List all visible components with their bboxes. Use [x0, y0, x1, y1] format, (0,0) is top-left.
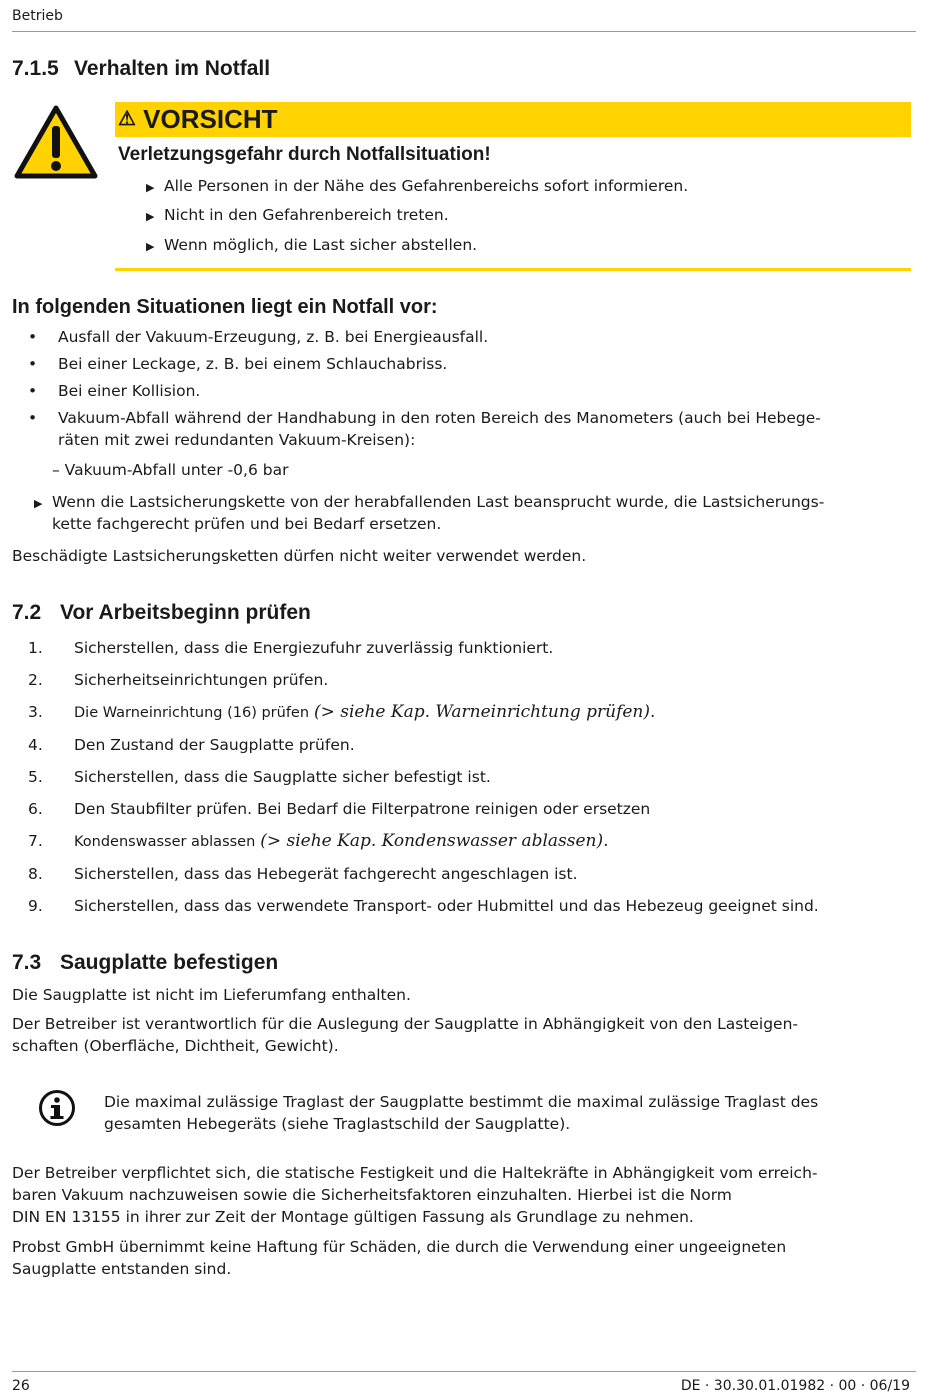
step-number: 3. — [28, 703, 43, 721]
warning-signal — [118, 104, 278, 135]
list-item-continuation: räten mit zwei redundanten Vakuum-Kreisen): — [58, 431, 416, 449]
step-number: 6. — [28, 800, 43, 818]
triangle-right-icon: ▶ — [146, 210, 155, 223]
action-item — [34, 491, 824, 515]
warning-item-text: Wenn möglich, die Last sicher abstellen. — [164, 236, 478, 254]
step-text: Sicherstellen, dass das Hebegerät fachgerecht angeschlagen ist. — [74, 865, 578, 883]
step-item — [28, 701, 655, 724]
paragraph-continuation: baren Vakuum nachzuweisen sowie die Sicherheitsfaktoren einzuhalten. Hierbei ist die Norm — [12, 1186, 732, 1204]
step-text: Sicherstellen, dass die Saugplatte sicher befestigt ist. — [74, 768, 491, 786]
paragraph: Die Saugplatte ist nicht im Lieferumfang enthalten. — [12, 986, 411, 1004]
step-number: 5. — [28, 768, 43, 786]
page-number: 26 — [12, 1378, 30, 1394]
triangle-right-icon: ▶ — [146, 240, 155, 253]
section-heading-7-2 — [12, 601, 311, 625]
info-icon — [38, 1089, 76, 1127]
paragraph: Der Betreiber ist verantwortlich für die Auslegung der Saugplatte in Abhängigkeit von den Lasteigen- — [12, 1015, 799, 1033]
paragraph: Der Betreiber verpflichtet sich, die statische Festigkeit und die Haltekräfte in Abhängigkeit vom erreich- — [12, 1164, 818, 1182]
cross-reference-link[interactable]: (> siehe Kap. Warneinrichtung prüfen). — [313, 702, 656, 722]
step-number: 8. — [28, 865, 43, 883]
step-item — [28, 830, 609, 853]
bullet: • — [28, 355, 38, 373]
header-rule — [12, 31, 916, 32]
step-item — [28, 637, 553, 659]
triangle-right-icon: ▶ — [146, 181, 155, 194]
step-text: Den Staubfilter prüfen. Bei Bedarf die Filterpatrone reinigen oder ersetzen — [74, 800, 651, 818]
bullet: • — [28, 382, 38, 400]
warning-item-text: Nicht in den Gefahrenbereich treten. — [164, 206, 449, 224]
list-item-text: Bei einer Leckage, z. B. bei einem Schlauchabriss. — [58, 355, 448, 373]
warning-item-text: Alle Personen in der Nähe des Gefahrenbereichs sofort informieren. — [164, 177, 689, 195]
step-item — [28, 669, 328, 691]
action-text: Wenn die Lastsicherungskette von der herabfallenden Last beansprucht wurde, die Lastsicherungs- — [52, 493, 825, 511]
document-id: DE · 30.30.01.01982 · 00 · 06/19 — [680, 1378, 910, 1394]
list-item-text: Ausfall der Vakuum-Erzeugung, z. B. bei Energieausfall. — [58, 328, 489, 346]
warning-triangle-icon — [14, 104, 98, 180]
action-continuation: kette fachgerecht prüfen und bei Bedarf ersetzen. — [52, 515, 442, 533]
step-number: 4. — [28, 736, 43, 754]
note-text: Beschädigte Lastsicherungsketten dürfen nicht weiter verwendet werden. — [12, 547, 587, 565]
step-text: Kondenswasser ablassen — [74, 834, 256, 850]
section-number: 7.2 — [12, 601, 42, 624]
paragraph-continuation: schaften (Oberfläche, Dichtheit, Gewicht). — [12, 1037, 339, 1055]
section-heading-7-3 — [12, 951, 278, 975]
step-text: Sicherstellen, dass das verwendete Transport- oder Hubmittel und das Hebezeug geeignet sind. — [74, 897, 819, 915]
section-number: 7.1.5 — [12, 57, 59, 80]
step-item — [28, 734, 355, 756]
footer-rule — [12, 1371, 916, 1372]
step-item — [28, 766, 491, 788]
step-text: Sicherheitseinrichtungen prüfen. — [74, 671, 329, 689]
section-title: Vor Arbeitsbeginn prüfen — [60, 601, 311, 624]
list-item — [28, 326, 488, 348]
bullet: • — [28, 328, 38, 346]
paragraph-continuation: Saugplatte entstanden sind. — [12, 1260, 232, 1278]
sub-item: – Vakuum-Abfall unter -0,6 bar — [52, 461, 289, 479]
warning-subtitle: Verletzungsgefahr durch Notfallsituation! — [118, 144, 491, 165]
step-text: Die Warneinrichtung (16) prüfen — [74, 705, 310, 721]
small-warning-icon: ⚠ — [118, 108, 136, 130]
list-item-text: Vakuum-Abfall während der Handhabung in den roten Bereich des Manometers (auch bei Hebege- — [58, 409, 821, 427]
bullet: • — [28, 409, 38, 427]
warning-bottom-rule — [115, 268, 911, 271]
step-text: Den Zustand der Saugplatte prüfen. — [74, 736, 355, 754]
info-text-continuation: gesamten Hebegeräts (siehe Traglastschild der Saugplatte). — [104, 1115, 571, 1133]
list-item — [28, 380, 200, 402]
step-item — [28, 863, 578, 885]
warning-signal-text: VORSICHT — [143, 104, 278, 134]
section-title: Verhalten im Notfall — [74, 57, 271, 80]
paragraph: Probst GmbH übernimmt keine Haftung für Schäden, die durch die Verwendung einer ungeeigneten — [12, 1238, 787, 1256]
triangle-right-icon: ▶ — [34, 497, 43, 510]
step-number: 7. — [28, 832, 43, 850]
section-heading-7-1-5 — [12, 57, 270, 81]
list-item-text: Bei einer Kollision. — [58, 382, 201, 400]
step-item — [28, 895, 819, 917]
info-text: Die maximal zulässige Traglast der Saugplatte bestimmt die maximal zulässige Traglast des — [104, 1093, 819, 1111]
section-number: 7.3 — [12, 951, 42, 974]
list-item — [28, 407, 821, 429]
list-item — [28, 353, 447, 375]
step-text: Sicherstellen, dass die Energiezufuhr zuverlässig funktioniert. — [74, 639, 554, 657]
section-title: Saugplatte befestigen — [60, 951, 279, 974]
running-header: Betrieb — [12, 8, 63, 24]
cross-reference-link[interactable]: (> siehe Kap. Kondenswasser ablassen). — [260, 831, 609, 851]
warning-item — [146, 234, 477, 258]
situations-heading: In folgenden Situationen liegt ein Notfall vor: — [12, 296, 438, 318]
step-number: 1. — [28, 639, 43, 657]
paragraph-continuation: DIN EN 13155 in ihrer zur Zeit der Montage gültigen Fassung als Grundlage zu nehmen. — [12, 1208, 694, 1226]
warning-item — [146, 204, 449, 228]
step-number: 2. — [28, 671, 43, 689]
warning-item — [146, 175, 688, 199]
step-number: 9. — [28, 897, 43, 915]
step-item — [28, 798, 650, 820]
